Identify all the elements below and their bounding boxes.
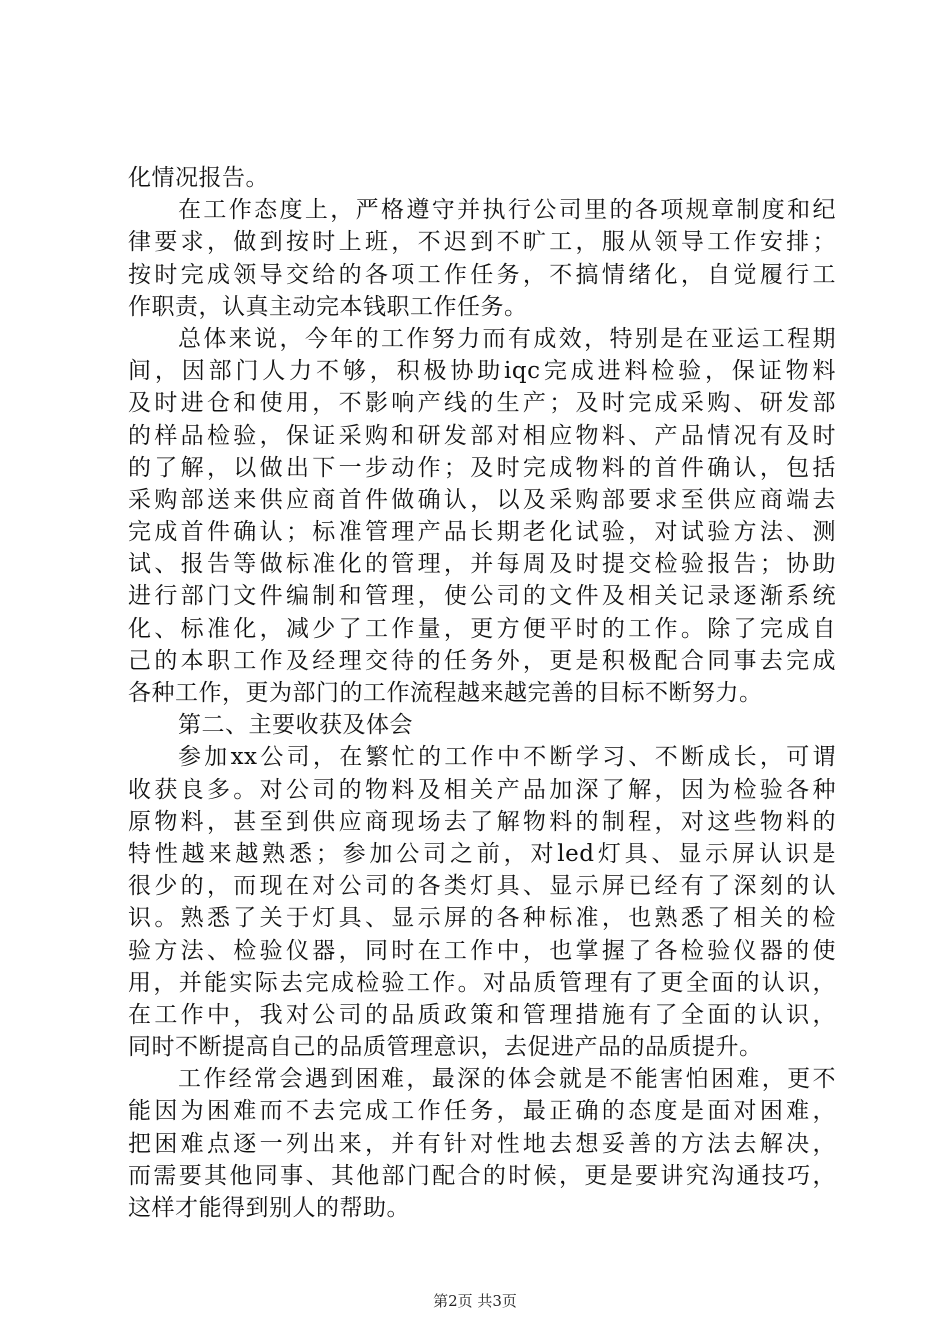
text-line: 进行部门文件编制和管理，使公司的文件及相关记录逐渐系统: [128, 583, 836, 610]
text-line: 律要求，做到按时上班，不迟到不旷工，服从领导工作安排；: [128, 229, 836, 256]
text-line: 各种工作，更为部门的工作流程越来越完善的目标不断努力。: [128, 680, 763, 706]
page-footer: 第2页 共3页: [433, 1292, 517, 1310]
text-line: 采购部送来供应商首件做确认，以及采购部要求至供应商端去: [128, 486, 836, 513]
text-line: 在工作态度上，严格遵守并执行公司里的各项规章制度和纪: [178, 197, 836, 224]
document-body: [128, 162, 836, 1224]
text-line: 用，并能实际去完成检验工作。对品质管理有了更全面的认识，: [128, 969, 836, 996]
text-line: 的样品检验，保证采购和研发部对相应物料、产品情况有及时: [128, 422, 836, 449]
text-line: 参加xx公司，在繁忙的工作中不断学习、不断成长，可谓: [178, 744, 836, 771]
text-line: 己的本职工作及经理交待的任务外，更是积极配合同事去完成: [128, 647, 836, 674]
text-line: 这样才能得到别人的帮助。: [128, 1195, 410, 1221]
text-line: 识。熟悉了关于灯具、显示屏的各种标准，也熟悉了相关的检: [128, 905, 836, 932]
text-line: 很少的，而现在对公司的各类灯具、显示屏已经有了深刻的认: [128, 873, 836, 900]
text-line: 同时不断提高自己的品质管理意识，去促进产品的品质提升。: [128, 1034, 763, 1061]
text-line: 的了解，以做出下一步动作；及时完成物料的首件确认，包括: [128, 454, 836, 481]
text-line: 第二、主要收获及体会: [178, 712, 413, 739]
text-line: 试、报告等做标准化的管理，并每周及时提交检验报告；协助: [128, 551, 836, 578]
text-line: 总体来说，今年的工作努力而有成效，特别是在亚运工程期: [178, 325, 836, 352]
text-line: 完成首件确认；标准管理产品长期老化试验，对试验方法、测: [128, 519, 836, 546]
text-line: 原物料，甚至到供应商现场去了解物料的制程，对这些物料的: [128, 808, 836, 835]
text-line: 而需要其他同事、其他部门配合的时候，更是要讲究沟通技巧，: [128, 1162, 836, 1189]
text-line: 收获良多。对公司的物料及相关产品加深了解，因为检验各种: [128, 776, 836, 803]
text-line: 验方法、检验仪器，同时在工作中，也掌握了各检验仪器的使: [128, 937, 836, 964]
text-line: 作职责，认真主动完本钱职工作任务。: [128, 293, 528, 320]
text-line: 化、标准化，减少了工作量，更方便平时的工作。除了完成自: [128, 615, 836, 642]
text-line: 把困难点逐一列出来，并有针对性地去想妥善的方法去解决，: [128, 1130, 836, 1157]
text-line: 工作经常会遇到困难，最深的体会就是不能害怕困难，更不: [178, 1066, 836, 1093]
text-line: 能因为困难而不去完成工作任务，最正确的态度是面对困难，: [128, 1098, 836, 1125]
text-line: 间，因部门人力不够，积极协助iqc完成进料检验，保证物料: [128, 358, 836, 385]
text-line: 及时进仓和使用，不影响产线的生产；及时完成采购、研发部: [128, 390, 836, 417]
text-line: 在工作中，我对公司的品质政策和管理措施有了全面的认识，: [128, 1001, 836, 1028]
text-line: 特性越来越熟悉；参加公司之前，对led灯具、显示屏认识是: [128, 840, 836, 867]
text-line: 化情况报告。: [128, 165, 269, 191]
text-line: 按时完成领导交给的各项工作任务，不搞情绪化，自觉履行工: [128, 261, 836, 288]
